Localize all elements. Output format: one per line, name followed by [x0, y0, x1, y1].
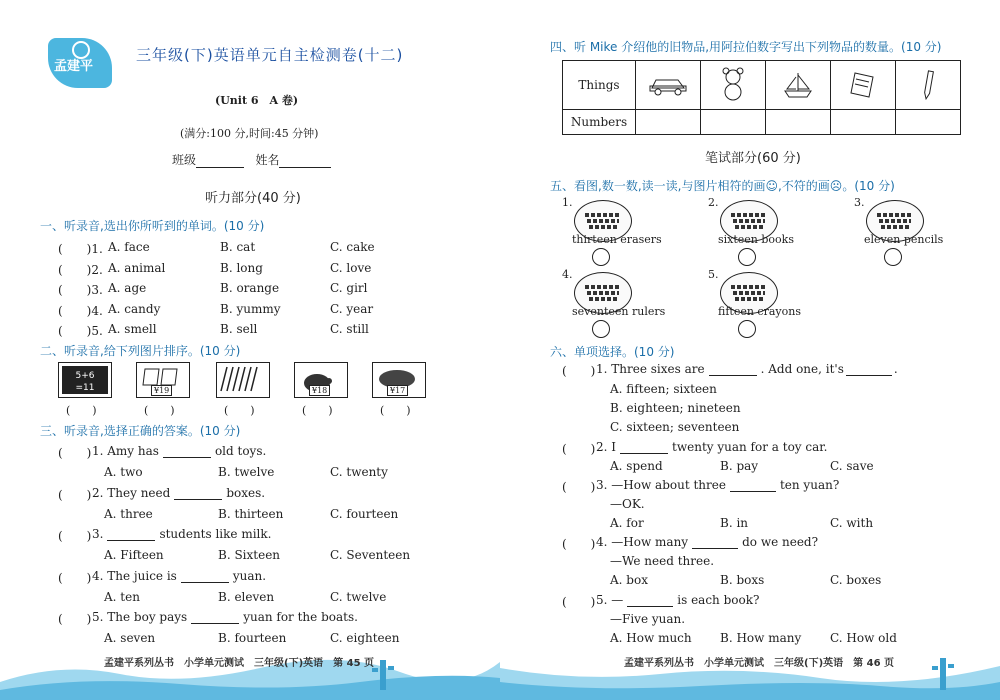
price-tag: ¥18: [309, 385, 330, 396]
number-cell[interactable]: [896, 110, 961, 135]
answer-blank[interactable]: ( )2.: [58, 262, 103, 277]
section5-title-post: 。(10 分): [842, 179, 895, 193]
item-label: seventeen rulers: [572, 305, 666, 318]
pencil-icon: [896, 61, 961, 110]
car-icon: [636, 61, 701, 110]
right-page: [500, 0, 1000, 700]
happy-face-icon: ☺: [765, 179, 778, 193]
question-end: yuan for the boats.: [243, 610, 358, 624]
listening-title: 听力部分(40 分): [205, 191, 301, 206]
score-time: (满分:100 分,时间:45 分钟): [180, 127, 319, 140]
list-item: [58, 281, 478, 297]
question-mid: . Add one, it's: [760, 362, 844, 376]
option-a: A. seven: [104, 631, 156, 645]
section5-title-mid: ,不符的画: [777, 179, 830, 193]
option-b: B. twelve: [218, 465, 275, 479]
reply-text: —OK.: [610, 497, 645, 511]
option-b: B. in: [720, 516, 749, 530]
question-end: twenty yuan for a toy car.: [672, 440, 828, 454]
name-field[interactable]: [279, 167, 331, 168]
sad-face-icon: ☹: [829, 179, 843, 193]
answer-line[interactable]: [107, 540, 155, 541]
option-a: A. smell: [108, 322, 157, 336]
option-c: C. twenty: [330, 465, 388, 479]
face-answer-icon[interactable]: [884, 248, 902, 266]
answer-blank[interactable]: ( ): [562, 595, 596, 609]
option-c: C. year: [330, 301, 374, 316]
answer-line[interactable]: [627, 606, 673, 607]
question-text: [596, 535, 818, 549]
section5-title-pre: 五、看图,数一数,读一读,与图片相符的画: [550, 179, 766, 193]
things-table: [562, 60, 961, 135]
answer-line[interactable]: [709, 375, 757, 376]
question-start: 5. The boy pays: [92, 610, 188, 624]
answer-blank[interactable]: ( ): [562, 537, 596, 551]
option-c: C. love: [330, 260, 372, 275]
answer-blank[interactable]: ( )5.: [58, 324, 103, 338]
price-tag: ¥19: [151, 385, 172, 396]
books-icon: [136, 362, 190, 398]
question-start: 2. I: [596, 440, 617, 454]
question-text: [596, 440, 828, 454]
answer-line[interactable]: [846, 375, 892, 376]
question-start: 4. The juice is: [92, 568, 177, 583]
question-start: 1. Amy has: [92, 444, 159, 458]
page-title: 三年级(下)英语单元自主检测卷(十二): [136, 46, 404, 64]
option-b: B. eleven: [218, 589, 275, 604]
question-text: [596, 478, 839, 492]
logo-text: 孟建平: [54, 59, 94, 74]
option-b: B. long: [220, 260, 263, 275]
writing-title: 笔试部分(60 分): [705, 151, 801, 166]
answer-blank[interactable]: ( )4.: [58, 303, 103, 318]
number-cell[interactable]: [636, 110, 701, 135]
section3-title: 三、听录音,选择正确的答案。(10 分): [40, 424, 241, 438]
item-number: 1.: [562, 196, 573, 209]
option-b: B. Sixteen: [218, 548, 281, 562]
answer-line[interactable]: [191, 623, 239, 624]
order-blank[interactable]: ( ): [144, 404, 175, 417]
question-start: 4. —How many: [596, 535, 689, 549]
item-label: fifteen crayons: [718, 305, 801, 318]
option-c: C. boxes: [830, 573, 882, 587]
face-answer-icon[interactable]: [738, 320, 756, 338]
option-b: B. boxs: [720, 573, 765, 587]
item-number: 2.: [708, 196, 719, 209]
answer-line[interactable]: [692, 548, 738, 549]
order-blank[interactable]: ( ): [66, 404, 97, 417]
number-cell[interactable]: [701, 110, 766, 135]
item-number: 5.: [708, 268, 719, 281]
bowl-icon: [372, 362, 426, 398]
unit-label: (Unit 6 A 卷): [215, 94, 299, 107]
item-number: 3.: [854, 196, 865, 209]
option-b: B. thirteen: [218, 506, 284, 521]
section5-title: [550, 177, 895, 194]
item-label: eleven pencils: [864, 233, 944, 246]
question-end: boxes.: [226, 485, 266, 500]
option-c: C. still: [330, 322, 369, 336]
face-answer-icon[interactable]: [592, 320, 610, 338]
question-end: students like milk.: [159, 527, 272, 541]
option-a: A. fifteen; sixteen: [610, 382, 717, 396]
question-text: [596, 362, 898, 376]
option-b: B. orange: [220, 281, 280, 295]
things-label: Things: [563, 61, 636, 110]
piggy-bank-icon: [294, 362, 348, 398]
list-item: [58, 322, 478, 338]
option-a: A. candy: [108, 301, 161, 316]
option-c: C. eighteen: [330, 631, 400, 645]
order-blank[interactable]: ( ): [224, 404, 255, 417]
order-blank[interactable]: ( ): [380, 404, 411, 417]
option-a: A. box: [610, 573, 648, 587]
question-start: 5. —: [596, 593, 624, 607]
question-end: .: [893, 362, 898, 376]
section2-title: 二、听录音,给下列图片排序。(10 分): [40, 344, 241, 358]
answer-blank[interactable]: ( ): [58, 446, 92, 460]
question-text: [92, 486, 265, 500]
question-start: 2. They need: [92, 485, 171, 500]
math-equation-icon: [58, 362, 112, 398]
option-c: C. Seventeen: [330, 548, 411, 562]
section1-title: 一、听录音,选出你所听到的单词。(10 分): [40, 219, 265, 233]
question-end: do we need?: [742, 535, 819, 549]
question-start: 3. —How about three: [596, 478, 726, 492]
reply-text: —Five yuan.: [610, 612, 686, 626]
answer-line[interactable]: [730, 491, 776, 492]
option-a: A. two: [104, 465, 143, 479]
question-text: [92, 444, 266, 458]
question-end: ten yuan?: [779, 478, 840, 492]
answer-line[interactable]: [620, 453, 668, 454]
question-text: [596, 593, 759, 607]
list-item: [58, 302, 478, 318]
question-end: yuan.: [232, 568, 267, 583]
option-a: A. Fifteen: [104, 548, 164, 562]
pencils-icon: [216, 362, 270, 398]
option-a: A. three: [104, 506, 153, 521]
answer-blank[interactable]: ( ): [58, 487, 92, 502]
number-cell[interactable]: [766, 110, 831, 135]
option-a: A. face: [108, 240, 150, 254]
notebook-icon: [831, 61, 896, 110]
option-b: B. How many: [720, 631, 802, 645]
option-a: A. spend: [610, 459, 663, 473]
class-field[interactable]: [196, 167, 244, 168]
question-text: [92, 527, 271, 541]
section4-title: 四、听 Mike 介绍他的旧物品,用阿拉伯数字写出下列物品的数量。(10 分): [550, 40, 942, 54]
boat-icon: [766, 61, 831, 110]
item-label: thirteen erasers: [572, 233, 662, 246]
equation-line2: =11: [75, 383, 95, 393]
item-number: 4.: [562, 268, 573, 281]
name-label: 姓名: [255, 153, 280, 167]
footer-right: 孟建平系列丛书 小学单元测试 三年级(下)英语 第 46 页: [624, 658, 895, 669]
option-b: B. cat: [220, 240, 256, 254]
answer-blank[interactable]: ( ): [562, 364, 596, 378]
option-c: C. sixteen; seventeen: [610, 420, 740, 434]
option-c: C. twelve: [330, 589, 387, 604]
answer-blank[interactable]: ( ): [562, 442, 596, 456]
option-a: A. age: [108, 281, 147, 295]
reply-text: —We need three.: [610, 554, 715, 568]
answer-blank[interactable]: ( )3.: [58, 283, 103, 297]
footer-left: 孟建平系列丛书 小学单元测试 三年级(下)英语 第 45 页: [104, 658, 375, 669]
option-b: B. fourteen: [218, 631, 287, 645]
section6-title: 六、单项选择。(10 分): [550, 345, 675, 359]
question-text: [92, 569, 266, 583]
class-label: 班级: [172, 153, 197, 167]
option-a: A. How much: [610, 631, 692, 645]
question-text: [92, 610, 358, 624]
answer-blank[interactable]: ( ): [562, 480, 596, 494]
numbers-label: Numbers: [563, 110, 636, 135]
teddy-bear-icon: [701, 61, 766, 110]
publisher-logo: [48, 38, 112, 88]
option-c: C. cake: [330, 240, 375, 254]
answer-blank[interactable]: ( ): [58, 612, 92, 626]
question-start: 3.: [92, 527, 104, 541]
class-name-row: [172, 151, 331, 168]
option-c: C. fourteen: [330, 506, 399, 521]
option-a: A. animal: [108, 260, 166, 275]
face-answer-icon[interactable]: [592, 248, 610, 266]
number-cell[interactable]: [831, 110, 896, 135]
option-c: C. save: [830, 459, 874, 473]
option-b: B. yummy: [220, 301, 281, 316]
face-answer-icon[interactable]: [738, 248, 756, 266]
answer-line[interactable]: [181, 582, 229, 583]
answer-line[interactable]: [163, 457, 211, 458]
option-c: C. How old: [830, 631, 897, 645]
answer-line[interactable]: [174, 499, 222, 500]
answer-blank[interactable]: ( )1.: [58, 242, 103, 256]
answer-blank[interactable]: ( ): [58, 570, 92, 585]
option-b: B. eighteen; nineteen: [610, 401, 741, 415]
option-a: A. ten: [104, 589, 140, 604]
option-b: B. pay: [720, 459, 759, 473]
price-tag: ¥17: [387, 385, 408, 396]
option-c: C. with: [830, 516, 874, 530]
list-item: [58, 240, 478, 256]
option-b: B. sell: [220, 322, 258, 336]
question-end: old toys.: [214, 444, 267, 458]
equation-line1: 5+6: [75, 371, 95, 381]
question-end: is each book?: [677, 593, 760, 607]
option-a: A. for: [610, 516, 644, 530]
order-blank[interactable]: ( ): [302, 404, 333, 417]
answer-blank[interactable]: ( ): [58, 529, 92, 543]
option-c: C. girl: [330, 281, 368, 295]
question-start: 1. Three sixes are: [596, 362, 705, 376]
item-label: sixteen books: [718, 233, 794, 246]
list-item: [58, 261, 478, 277]
